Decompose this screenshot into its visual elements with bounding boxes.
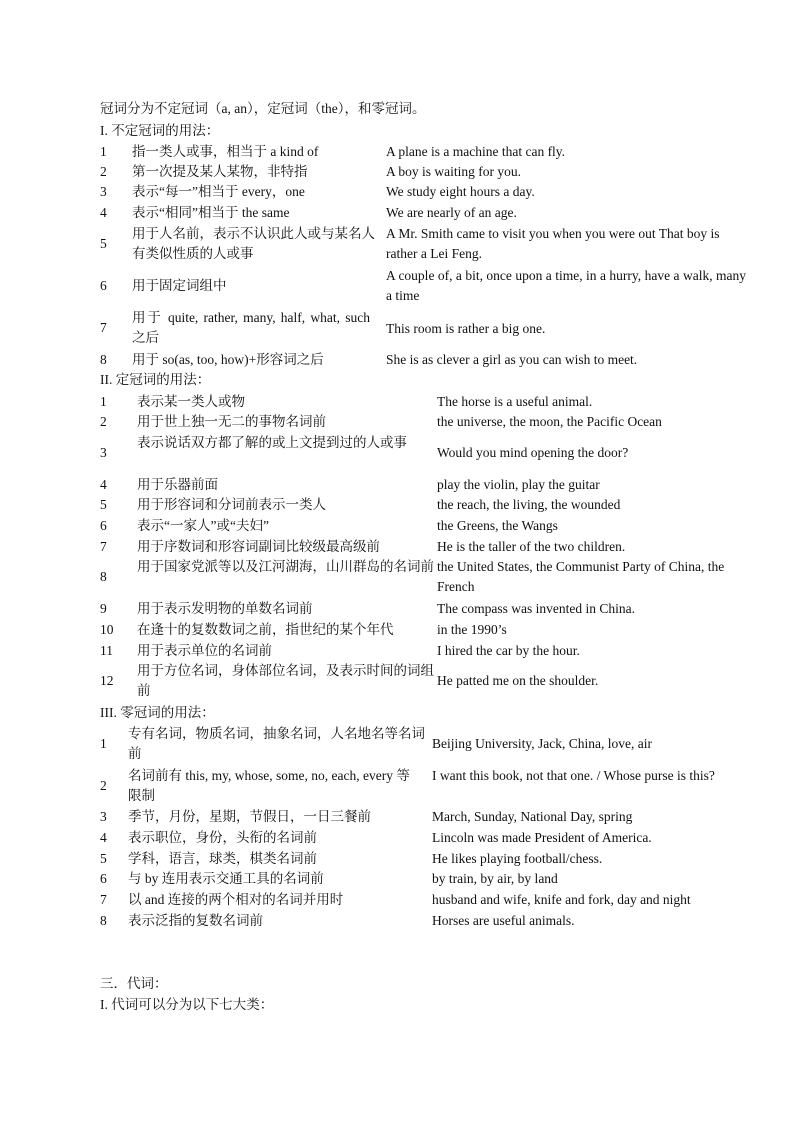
row-number: 6 [100,278,107,293]
usage-example: Would you mind opening the door? [437,445,629,460]
row-number: 6 [100,518,107,533]
usage-description: 用于固定词组中 [132,278,227,293]
usage-description: 第一次提及某人某物，非特指 [132,164,308,179]
usage-example: the reach, the living, the wounded [437,497,621,512]
usage-example: He patted me on the shoulder. [437,673,599,688]
usage-description: 用于序数词和形容词副词比较级最高级前 [137,539,380,554]
usage-description: 学科，语言，球类，棋类名词前 [128,851,317,866]
usage-example: A boy is waiting for you. [386,164,521,179]
usage-example: A plane is a machine that can fly. [386,144,566,159]
usage-example: I want this book, not that one. / Whose purse is this? [432,768,715,783]
usage-description: 名词前有 this, my, whose, some, no, each, every 等限制 [128,768,410,803]
row-number: 8 [100,352,107,367]
usage-example: I hired the car by the hour. [437,643,580,658]
row-number: 4 [100,477,107,492]
usage-description: 指一类人或事，相当于 a kind of [132,144,319,159]
usage-description: 与 by 连用表示交通工具的名词前 [128,871,324,886]
usage-description: 表示“每一”相当于 every，one [132,184,305,199]
row-number: 6 [100,871,107,886]
usage-example: the Greens, the Wangs [437,518,558,533]
usage-description: 用于国家党派等以及江河湖海，山川群岛的名词前 [137,559,434,574]
row-number: 3 [100,809,107,824]
row-number: 1 [100,736,107,751]
usage-description: 在逢十的复数数词之前，指世纪的某个年代 [137,622,394,637]
usage-example: the United States, the Communist Party of China, the French [437,559,725,594]
row-number: 3 [100,184,107,199]
usage-description: 用于 so(as, too, how)+形容词之后 [132,352,324,367]
usage-example: We study eight hours a day. [386,184,535,199]
usage-description: 用于 quite, rather, many, half, what, such 之后 [132,310,370,345]
usage-example: March, Sunday, National Day, spring [432,809,633,824]
row-number: 2 [100,164,107,179]
usage-example: He likes playing football/chess. [432,851,603,866]
row-number: 4 [100,205,107,220]
row-number: 7 [100,892,107,907]
usage-description: 表示“相同”相当于 the same [132,205,290,220]
usage-example: Beijing University, Jack, China, love, air [432,736,652,751]
usage-description: 表示某一类人或物 [137,394,245,409]
usage-description: 用于方位名词，身体部位名词，及表示时间的词组前 [137,663,434,698]
section-heading-indefinite: I. 不定冠词的用法： [100,123,220,138]
row-number: 10 [100,622,114,637]
usage-description: 以 and 连接的两个相对的名词并用时 [128,892,344,907]
pronoun-section-heading: 三．代词： [100,976,168,991]
usage-description: 表示“一家人”或“夫妇” [137,518,269,533]
row-number: 5 [100,236,107,251]
row-number: 8 [100,913,107,928]
row-number: 5 [100,497,107,512]
row-number: 2 [100,414,107,429]
usage-description: 表示职位，身份，头衔的名词前 [128,830,317,845]
usage-description: 用于人名前，表示不认识此人或与某名人有类似性质的人或事 [132,226,375,261]
usage-example: Lincoln was made President of America. [432,830,652,845]
row-number: 11 [100,643,113,658]
intro-line: 冠词分为不定冠词（a, an），定冠词（the），和零冠词。 [100,101,426,116]
usage-example: play the violin, play the guitar [437,477,600,492]
row-number: 2 [100,778,107,793]
usage-description: 用于乐器前面 [137,477,218,492]
usage-description: 表示说话双方都了解的或上文提到过的人或事 [137,435,407,450]
row-number: 7 [100,320,107,335]
usage-example: The compass was invented in China. [437,601,635,616]
usage-description: 表示泛指的复数名词前 [128,913,263,928]
usage-description: 用于形容词和分词前表示一类人 [137,497,326,512]
usage-example: in the 1990’s [437,622,507,637]
row-number: 1 [100,144,107,159]
section-heading-zero: III. 零冠词的用法： [100,705,215,720]
row-number: 4 [100,830,107,845]
row-number: 5 [100,851,107,866]
usage-description: 用于表示单位的名词前 [137,643,272,658]
pronoun-subheading: I. 代词可以分为以下七大类： [100,997,274,1012]
usage-example: She is as clever a girl as you can wish to meet. [386,352,638,367]
section-heading-definite: II. 定冠词的用法： [100,372,211,387]
usage-example: husband and wife, knife and fork, day and night [432,892,691,907]
usage-example: The horse is a useful animal. [437,394,593,409]
usage-example: A Mr. Smith came to visit you when you were out That boy is rather a Lei Feng. [386,226,720,261]
row-number: 12 [100,673,114,688]
usage-example: Horses are useful animals. [432,913,575,928]
usage-example: the universe, the moon, the Pacific Ocean [437,414,662,429]
usage-example: We are nearly of an age. [386,205,517,220]
row-number: 9 [100,601,107,616]
row-number: 7 [100,539,107,554]
row-number: 3 [100,445,107,460]
usage-description: 季节，月份，星期，节假日，一日三餐前 [128,809,371,824]
usage-description: 用于表示发明物的单数名词前 [137,601,313,616]
usage-description: 专有名词，物质名词，抽象名词，人名地名等名词前 [128,726,425,761]
usage-example: He is the taller of the two children. [437,539,626,554]
usage-example: by train, by air, by land [432,871,558,886]
row-number: 1 [100,394,107,409]
row-number: 8 [100,569,107,584]
usage-description: 用于世上独一无二的事物名词前 [137,414,326,429]
usage-example: A couple of, a bit, once upon a time, in a hurry, have a walk, many a time [386,268,746,303]
usage-example: This room is rather a big one. [386,321,546,336]
